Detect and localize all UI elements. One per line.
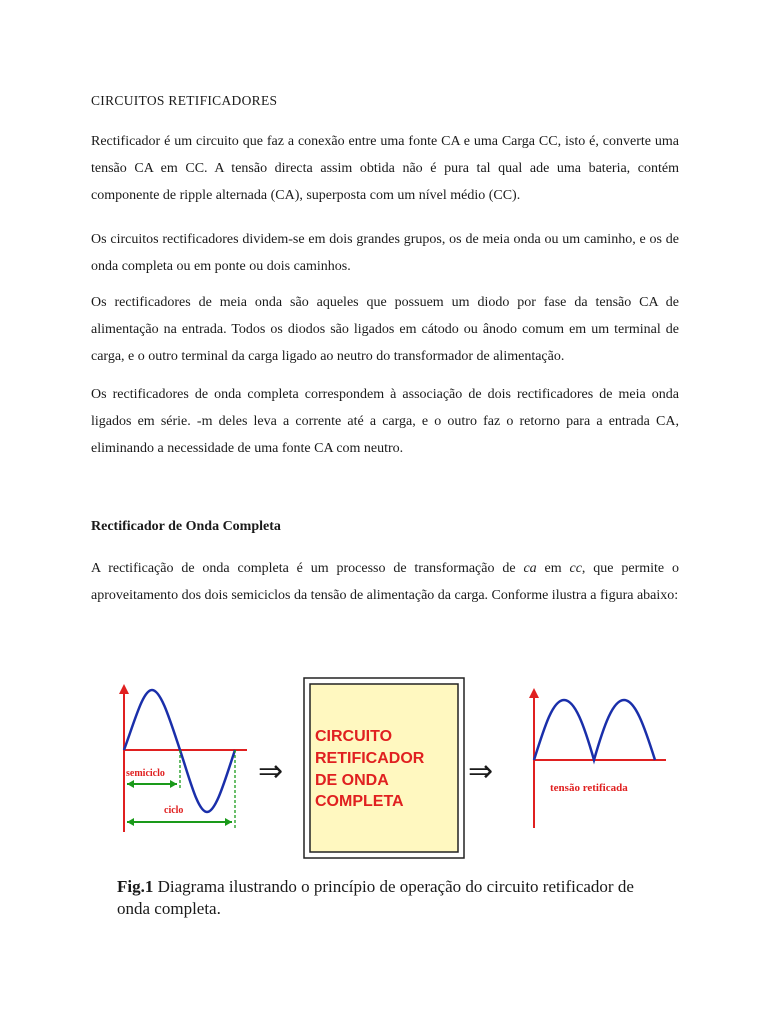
caption-text: Diagrama ilustrando o princípio de operação do circuito retificador de onda completa.	[117, 877, 634, 918]
intro-part-1: A rectificação de onda completa é um processo de transformação de	[91, 561, 524, 576]
figure-caption	[117, 876, 647, 920]
intro-part-3: , que permite o aproveitamento dos dois semiciclos da tensão de alimentação da carga. Conforme ilustra a figura abaixo:	[91, 561, 679, 603]
box-line-1: CIRCUITO	[315, 728, 393, 745]
ciclo-arrow-left	[127, 818, 134, 826]
semiciclo-arrow-right	[170, 780, 177, 788]
ciclo-label: ciclo	[164, 805, 184, 816]
ciclo-arrow-right	[225, 818, 232, 826]
rectified-wave	[534, 700, 655, 760]
section-subtitle: Rectificador de Onda Completa	[91, 519, 281, 534]
paragraph-definition: Rectificador é um circuito que faz a conexão entre uma fonte CA e uma Carga CC, isto é, converte uma tensão CA em CC. A tensão directa assim obtida não é pura tal qual ade uma bateria, contém componente de ripple alternada (CA), superposta com um nível médio (CC).	[91, 134, 679, 203]
intro-cc: cc	[569, 561, 582, 576]
rectified-label: tensão retificada	[550, 782, 628, 794]
input-waveform-group	[119, 684, 247, 832]
output-waveform-group	[529, 688, 666, 828]
paragraph-groups: Os circuitos rectificadores dividem-se em dois grandes grupos, os de meia onda ou um caminho, e os de onda completa ou em ponte ou dois caminhos.	[91, 232, 679, 274]
caption-label: Fig.1	[117, 877, 154, 896]
paragraph-full-wave: Os rectificadores de onda completa correspondem à associação de dois rectificadores de meia onda ligados em série. -m deles leva a corrente até a carga, e o outro faz o retorno para a entrada CA, eliminando a necessidade de uma fonte CA com neutro.	[91, 387, 679, 456]
box-line-3: DE ONDA	[315, 772, 389, 789]
paragraph-half-wave: Os rectificadores de meia onda são aqueles que possuem um diodo por fase da tensão CA de alimentação na entrada. Todos os diodos são ligados em cátodo ou ânodo comum em um terminal de carga, e o outro terminal da carga ligado ao neutro do transformador de alimentação.	[91, 295, 679, 364]
flow-arrow-1: ⇒	[258, 754, 284, 789]
output-y-axis-arrow	[529, 688, 539, 698]
paragraph-intro	[91, 555, 679, 609]
intro-part-2: em	[536, 561, 570, 576]
rectifier-box-inner	[310, 684, 458, 852]
page-title: CIRCUITOS RETIFICADORES	[91, 93, 278, 108]
input-y-axis-arrow	[119, 684, 129, 694]
intro-ca: ca	[523, 561, 537, 576]
semiciclo-arrow-left	[127, 780, 134, 788]
semiciclo-label: semiciclo	[126, 768, 165, 779]
box-line-4: COMPLETA	[315, 793, 404, 810]
box-line-2: RETIFICADOR	[315, 750, 425, 767]
flow-arrow-2: ⇒	[468, 754, 494, 789]
rectifier-box	[304, 678, 464, 858]
